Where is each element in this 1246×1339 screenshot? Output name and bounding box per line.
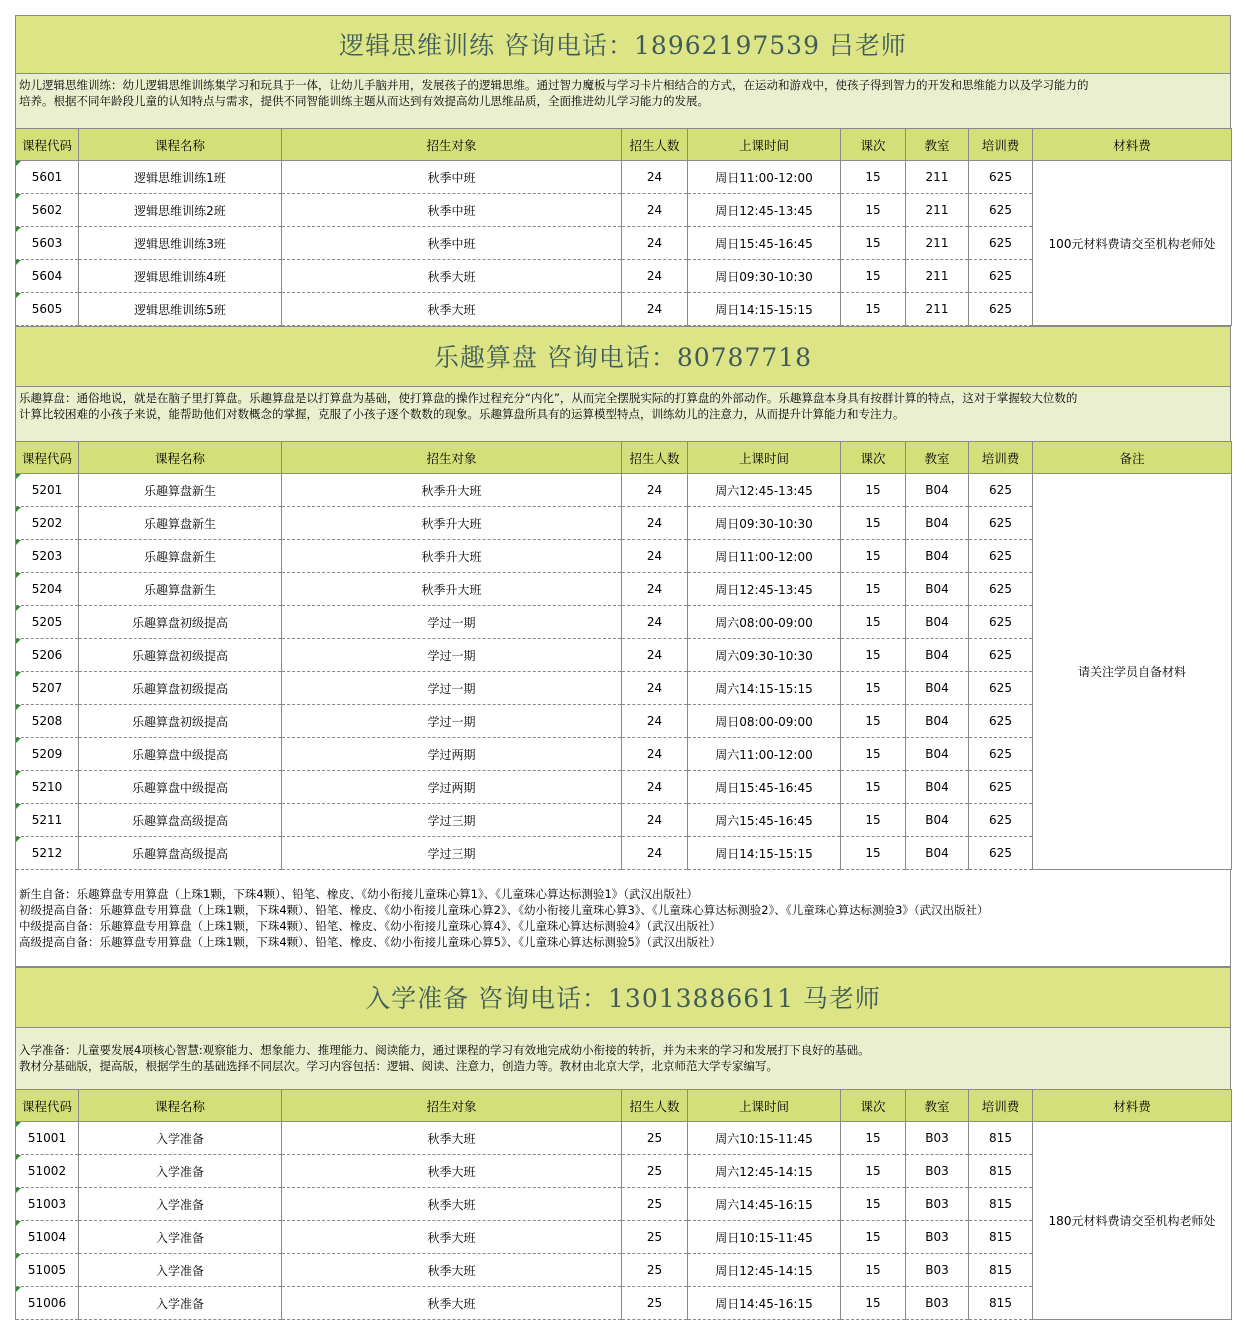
fee-cell: 625: [969, 738, 1033, 771]
sessions-cell: 15: [841, 804, 906, 837]
course-name-cell: 逻辑思维训练4班: [79, 260, 282, 293]
table-row: [16, 1122, 1232, 1155]
course-table-abacus: [15, 441, 1232, 870]
header-row: [16, 442, 1232, 474]
schedule-cell: 周日14:15-15:15: [688, 293, 841, 326]
column-header: 招生人数: [622, 1090, 688, 1122]
sessions-cell: 15: [841, 1122, 906, 1155]
classroom-cell: B04: [906, 804, 969, 837]
target-cell: 秋季大班: [282, 1155, 622, 1188]
sessions-cell: 15: [841, 738, 906, 771]
course-name-cell: 逻辑思维训练2班: [79, 194, 282, 227]
capacity-cell: 24: [622, 672, 688, 705]
classroom-cell: B03: [906, 1221, 969, 1254]
fee-cell: 625: [969, 804, 1033, 837]
course-name-cell: 逻辑思维训练5班: [79, 293, 282, 326]
schedule-cell: 周日09:30-10:30: [688, 507, 841, 540]
sessions-cell: 15: [841, 161, 906, 194]
course-name-cell: 乐趣算盘中级提高: [79, 771, 282, 804]
classroom-cell: B04: [906, 606, 969, 639]
sessions-cell: 15: [841, 1254, 906, 1287]
target-cell: 秋季中班: [282, 194, 622, 227]
sessions-cell: 15: [841, 672, 906, 705]
classroom-cell: B04: [906, 837, 969, 870]
classroom-cell: B04: [906, 771, 969, 804]
course-code-cell: 5211: [16, 804, 79, 837]
fee-cell: 625: [969, 606, 1033, 639]
course-code-cell: 5206: [16, 639, 79, 672]
capacity-cell: 24: [622, 804, 688, 837]
classroom-cell: B04: [906, 672, 969, 705]
fee-cell: 815: [969, 1254, 1033, 1287]
course-name-cell: 乐趣算盘初级提高: [79, 639, 282, 672]
course-code-cell: 5204: [16, 573, 79, 606]
classroom-cell: B04: [906, 507, 969, 540]
course-name-cell: 逻辑思维训练3班: [79, 227, 282, 260]
materials-notes-abacus: [15, 870, 1231, 967]
capacity-cell: 25: [622, 1122, 688, 1155]
sessions-cell: 15: [841, 639, 906, 672]
course-code-cell: 5602: [16, 194, 79, 227]
column-header: 材料费: [1033, 1090, 1232, 1122]
sessions-cell: 15: [841, 606, 906, 639]
sessions-cell: 15: [841, 1287, 906, 1320]
target-cell: 学过三期: [282, 804, 622, 837]
course-code-cell: 5208: [16, 705, 79, 738]
target-cell: 学过三期: [282, 837, 622, 870]
fee-cell: 625: [969, 540, 1033, 573]
schedule-cell: 周日12:45-13:45: [688, 573, 841, 606]
schedule-cell: 周日14:15-15:15: [688, 837, 841, 870]
course-name-cell: 入学准备: [79, 1287, 282, 1320]
sessions-cell: 15: [841, 1221, 906, 1254]
sessions-cell: 15: [841, 540, 906, 573]
target-cell: 秋季中班: [282, 161, 622, 194]
classroom-cell: B03: [906, 1122, 969, 1155]
fee-cell: 815: [969, 1221, 1033, 1254]
target-cell: 秋季大班: [282, 1254, 622, 1287]
materials-note-cell: 180元材料费请交至机构老师处: [1033, 1122, 1232, 1320]
column-header: 课程代码: [16, 1090, 79, 1122]
column-header: 培训费: [969, 442, 1033, 474]
course-code-cell: 51004: [16, 1221, 79, 1254]
course-name-cell: 乐趣算盘新生: [79, 507, 282, 540]
sessions-cell: 15: [841, 293, 906, 326]
course-code-cell: 5212: [16, 837, 79, 870]
column-header: 备注: [1033, 442, 1232, 474]
course-code-cell: 5209: [16, 738, 79, 771]
course-code-cell: 5205: [16, 606, 79, 639]
classroom-cell: B03: [906, 1254, 969, 1287]
target-cell: 秋季大班: [282, 1122, 622, 1155]
course-name-cell: 逻辑思维训练1班: [79, 161, 282, 194]
classroom-cell: B03: [906, 1188, 969, 1221]
schedule-cell: 周六08:00-09:00: [688, 606, 841, 639]
column-header: 培训费: [969, 129, 1033, 161]
schedule-cell: 周日12:45-14:15: [688, 1254, 841, 1287]
sessions-cell: 15: [841, 573, 906, 606]
course-code-cell: 5601: [16, 161, 79, 194]
fee-cell: 625: [969, 837, 1033, 870]
description-line: 培养。根据不同年龄段儿童的认知特点与需求，提供不同智能训练主题从而达到有效提高幼儿思维品质，全面推进幼儿学习能力的发展。: [19, 94, 709, 108]
course-name-cell: 乐趣算盘新生: [79, 573, 282, 606]
course-code-cell: 5207: [16, 672, 79, 705]
course-code-cell: 5603: [16, 227, 79, 260]
column-header: 课次: [841, 1090, 906, 1122]
target-cell: 学过两期: [282, 738, 622, 771]
fee-cell: 625: [969, 705, 1033, 738]
sessions-cell: 15: [841, 771, 906, 804]
sessions-cell: 15: [841, 474, 906, 507]
course-code-cell: 51006: [16, 1287, 79, 1320]
classroom-cell: B04: [906, 573, 969, 606]
target-cell: 秋季升大班: [282, 507, 622, 540]
schedule-cell: 周六14:45-16:15: [688, 1188, 841, 1221]
course-code-cell: 5604: [16, 260, 79, 293]
column-header: 课次: [841, 442, 906, 474]
column-header: 招生人数: [622, 129, 688, 161]
column-header: 课程名称: [79, 129, 282, 161]
course-code-cell: 5203: [16, 540, 79, 573]
schedule-cell: 周日14:45-16:15: [688, 1287, 841, 1320]
schedule-cell: 周六10:15-11:45: [688, 1122, 841, 1155]
schedule-cell: 周日11:00-12:00: [688, 161, 841, 194]
capacity-cell: 24: [622, 738, 688, 771]
header-row: [16, 129, 1232, 161]
sessions-cell: 15: [841, 194, 906, 227]
schedule-cell: 周日11:00-12:00: [688, 540, 841, 573]
classroom-cell: B04: [906, 540, 969, 573]
section-description-abacus: [15, 386, 1231, 441]
description-line: 乐趣算盘：通俗地说，就是在脑子里打算盘。乐趣算盘是以打算盘为基础，使打算盘的操作过程充分“内化”，从而完全摆脱实际的打算盘的外部动作。乐趣算盘本身具有按群计算的特点，这对于掌握较大位数的: [19, 391, 1078, 405]
sessions-cell: 15: [841, 1188, 906, 1221]
column-header: 材料费: [1033, 129, 1232, 161]
capacity-cell: 24: [622, 771, 688, 804]
materials-note-line: 新生自备：乐趣算盘专用算盘（上珠1颗，下珠4颗）、铅笔、橡皮、《幼小衔接儿童珠心算1》、《儿童珠心算达标测验1》（武汉出版社）: [19, 887, 699, 901]
capacity-cell: 24: [622, 161, 688, 194]
target-cell: 秋季大班: [282, 293, 622, 326]
course-code-cell: 5202: [16, 507, 79, 540]
schedule-cell: 周日12:45-13:45: [688, 194, 841, 227]
schedule-cell: 周日15:45-16:45: [688, 227, 841, 260]
capacity-cell: 24: [622, 639, 688, 672]
column-header: 上课时间: [688, 442, 841, 474]
description-line: 入学准备：儿童要发展4项核心智慧:观察能力、想象能力、推理能力、阅读能力，通过课程的学习有效地完成幼小衔接的转折，并为未来的学习和发展打下良好的基础。: [19, 1043, 870, 1057]
course-name-cell: 乐趣算盘初级提高: [79, 606, 282, 639]
target-cell: 秋季中班: [282, 227, 622, 260]
column-header: 招生对象: [282, 129, 622, 161]
fee-cell: 625: [969, 573, 1033, 606]
course-name-cell: 乐趣算盘高级提高: [79, 837, 282, 870]
fee-cell: 625: [969, 639, 1033, 672]
capacity-cell: 25: [622, 1221, 688, 1254]
fee-cell: 625: [969, 260, 1033, 293]
capacity-cell: 24: [622, 227, 688, 260]
capacity-cell: 25: [622, 1155, 688, 1188]
fee-cell: 625: [969, 161, 1033, 194]
table-row: [16, 474, 1232, 507]
target-cell: 秋季升大班: [282, 540, 622, 573]
capacity-cell: 24: [622, 293, 688, 326]
classroom-cell: B04: [906, 639, 969, 672]
sessions-cell: 15: [841, 507, 906, 540]
course-name-cell: 乐趣算盘初级提高: [79, 672, 282, 705]
materials-note-line: 初级提高自备：乐趣算盘专用算盘（上珠1颗，下珠4颗）、铅笔、橡皮、《幼小衔接儿童珠心算2》、《幼小衔接儿童珠心算3》、《儿童珠心算达标测验2》、《儿童珠心算达标测验3》（武汉出版社）: [19, 903, 989, 917]
course-name-cell: 入学准备: [79, 1254, 282, 1287]
course-code-cell: 51002: [16, 1155, 79, 1188]
capacity-cell: 25: [622, 1287, 688, 1320]
schedule-cell: 周日09:30-10:30: [688, 260, 841, 293]
target-cell: 学过一期: [282, 606, 622, 639]
fee-cell: 625: [969, 507, 1033, 540]
capacity-cell: 24: [622, 260, 688, 293]
classroom-cell: 211: [906, 227, 969, 260]
column-header: 上课时间: [688, 129, 841, 161]
section-title-school-prep: 入学准备 咨询电话：13013886611 马老师: [15, 967, 1231, 1027]
sessions-cell: 15: [841, 227, 906, 260]
course-code-cell: 5605: [16, 293, 79, 326]
schedule-cell: 周六12:45-13:45: [688, 474, 841, 507]
column-header: 课程代码: [16, 442, 79, 474]
schedule-cell: 周日10:15-11:45: [688, 1221, 841, 1254]
header-row: [16, 1090, 1232, 1122]
course-code-cell: 5210: [16, 771, 79, 804]
classroom-cell: 211: [906, 293, 969, 326]
course-table-logic: [15, 128, 1232, 326]
course-name-cell: 乐趣算盘新生: [79, 474, 282, 507]
section-description-logic: [15, 73, 1231, 128]
course-name-cell: 入学准备: [79, 1155, 282, 1188]
fee-cell: 625: [969, 194, 1033, 227]
section-description-school-prep: [15, 1027, 1231, 1089]
capacity-cell: 24: [622, 540, 688, 573]
sessions-cell: 15: [841, 837, 906, 870]
classroom-cell: B04: [906, 474, 969, 507]
fee-cell: 815: [969, 1155, 1033, 1188]
classroom-cell: B03: [906, 1287, 969, 1320]
sessions-cell: 15: [841, 260, 906, 293]
schedule-cell: 周六09:30-10:30: [688, 639, 841, 672]
capacity-cell: 24: [622, 837, 688, 870]
target-cell: 学过两期: [282, 771, 622, 804]
schedule-cell: 周日15:45-16:45: [688, 771, 841, 804]
column-header: 培训费: [969, 1090, 1033, 1122]
course-name-cell: 入学准备: [79, 1188, 282, 1221]
course-code-cell: 51003: [16, 1188, 79, 1221]
sessions-cell: 15: [841, 1155, 906, 1188]
capacity-cell: 24: [622, 573, 688, 606]
column-header: 课程代码: [16, 129, 79, 161]
capacity-cell: 25: [622, 1254, 688, 1287]
target-cell: 秋季大班: [282, 1287, 622, 1320]
course-table-school-prep: [15, 1089, 1232, 1320]
section-title-logic: 逻辑思维训练 咨询电话：18962197539 吕老师: [15, 15, 1231, 73]
column-header: 课程名称: [79, 442, 282, 474]
description-line: 计算比较困难的小孩子来说，能帮助他们对数概念的掌握，克服了小孩子逐个数数的现象。乐趣算盘所具有的运算模型特点，训练幼儿的注意力，从而提升计算能力和专注力。: [19, 407, 905, 421]
target-cell: 秋季升大班: [282, 474, 622, 507]
capacity-cell: 24: [622, 474, 688, 507]
materials-note-line: 中级提高自备：乐趣算盘专用算盘（上珠1颗，下珠4颗）、铅笔、橡皮、《幼小衔接儿童珠心算4》、《儿童珠心算达标测验4》（武汉出版社）: [19, 919, 722, 933]
target-cell: 秋季升大班: [282, 573, 622, 606]
column-header: 上课时间: [688, 1090, 841, 1122]
column-header: 课次: [841, 129, 906, 161]
target-cell: 秋季大班: [282, 1188, 622, 1221]
materials-note-cell: 请关注学员自备材料: [1033, 474, 1232, 870]
capacity-cell: 25: [622, 1188, 688, 1221]
section-title-abacus: 乐趣算盘 咨询电话：80787718: [15, 326, 1231, 386]
classroom-cell: B03: [906, 1155, 969, 1188]
fee-cell: 625: [969, 227, 1033, 260]
schedule-cell: 周六15:45-16:45: [688, 804, 841, 837]
capacity-cell: 24: [622, 705, 688, 738]
target-cell: 学过一期: [282, 672, 622, 705]
column-header: 课程名称: [79, 1090, 282, 1122]
table-row: [16, 161, 1232, 194]
course-name-cell: 乐趣算盘中级提高: [79, 738, 282, 771]
fee-cell: 625: [969, 672, 1033, 705]
target-cell: 学过一期: [282, 639, 622, 672]
course-name-cell: 入学准备: [79, 1122, 282, 1155]
course-name-cell: 入学准备: [79, 1221, 282, 1254]
fee-cell: 625: [969, 474, 1033, 507]
classroom-cell: 211: [906, 194, 969, 227]
classroom-cell: B04: [906, 705, 969, 738]
description-line: 幼儿逻辑思维训练：幼儿逻辑思维训练集学习和玩具于一体，让幼儿手脑并用，发展孩子的逻辑思维。通过智力魔板与学习卡片相结合的方式，在运动和游戏中，使孩子得到智力的开发和思维能力以及学习能力的: [19, 78, 1089, 92]
target-cell: 秋季大班: [282, 260, 622, 293]
sessions-cell: 15: [841, 705, 906, 738]
materials-note-cell: 100元材料费请交至机构老师处: [1033, 161, 1232, 326]
column-header: 教室: [906, 129, 969, 161]
course-name-cell: 乐趣算盘初级提高: [79, 705, 282, 738]
schedule-cell: 周六11:00-12:00: [688, 738, 841, 771]
materials-note-line: 高级提高自备：乐趣算盘专用算盘（上珠1颗，下珠4颗）、铅笔、橡皮、《幼小衔接儿童珠心算5》、《儿童珠心算达标测验5》（武汉出版社）: [19, 935, 722, 949]
column-header: 招生对象: [282, 442, 622, 474]
classroom-cell: 211: [906, 260, 969, 293]
course-code-cell: 5201: [16, 474, 79, 507]
description-line: 教材分基础版，提高版，根据学生的基础选择不同层次。学习内容包括：逻辑、阅读、注意力，创造力等。教材由北京大学，北京师范大学专家编写。: [19, 1059, 778, 1073]
column-header: 招生人数: [622, 442, 688, 474]
fee-cell: 815: [969, 1287, 1033, 1320]
schedule-cell: 周日08:00-09:00: [688, 705, 841, 738]
column-header: 教室: [906, 442, 969, 474]
course-code-cell: 51005: [16, 1254, 79, 1287]
capacity-cell: 24: [622, 606, 688, 639]
schedule-cell: 周六12:45-14:15: [688, 1155, 841, 1188]
spreadsheet: [15, 15, 1231, 1320]
capacity-cell: 24: [622, 194, 688, 227]
classroom-cell: 211: [906, 161, 969, 194]
fee-cell: 815: [969, 1122, 1033, 1155]
target-cell: 秋季大班: [282, 1221, 622, 1254]
capacity-cell: 24: [622, 507, 688, 540]
schedule-cell: 周六14:15-15:15: [688, 672, 841, 705]
fee-cell: 625: [969, 771, 1033, 804]
course-name-cell: 乐趣算盘高级提高: [79, 804, 282, 837]
course-code-cell: 51001: [16, 1122, 79, 1155]
fee-cell: 625: [969, 293, 1033, 326]
course-name-cell: 乐趣算盘新生: [79, 540, 282, 573]
column-header: 招生对象: [282, 1090, 622, 1122]
column-header: 教室: [906, 1090, 969, 1122]
target-cell: 学过一期: [282, 705, 622, 738]
fee-cell: 815: [969, 1188, 1033, 1221]
classroom-cell: B04: [906, 738, 969, 771]
